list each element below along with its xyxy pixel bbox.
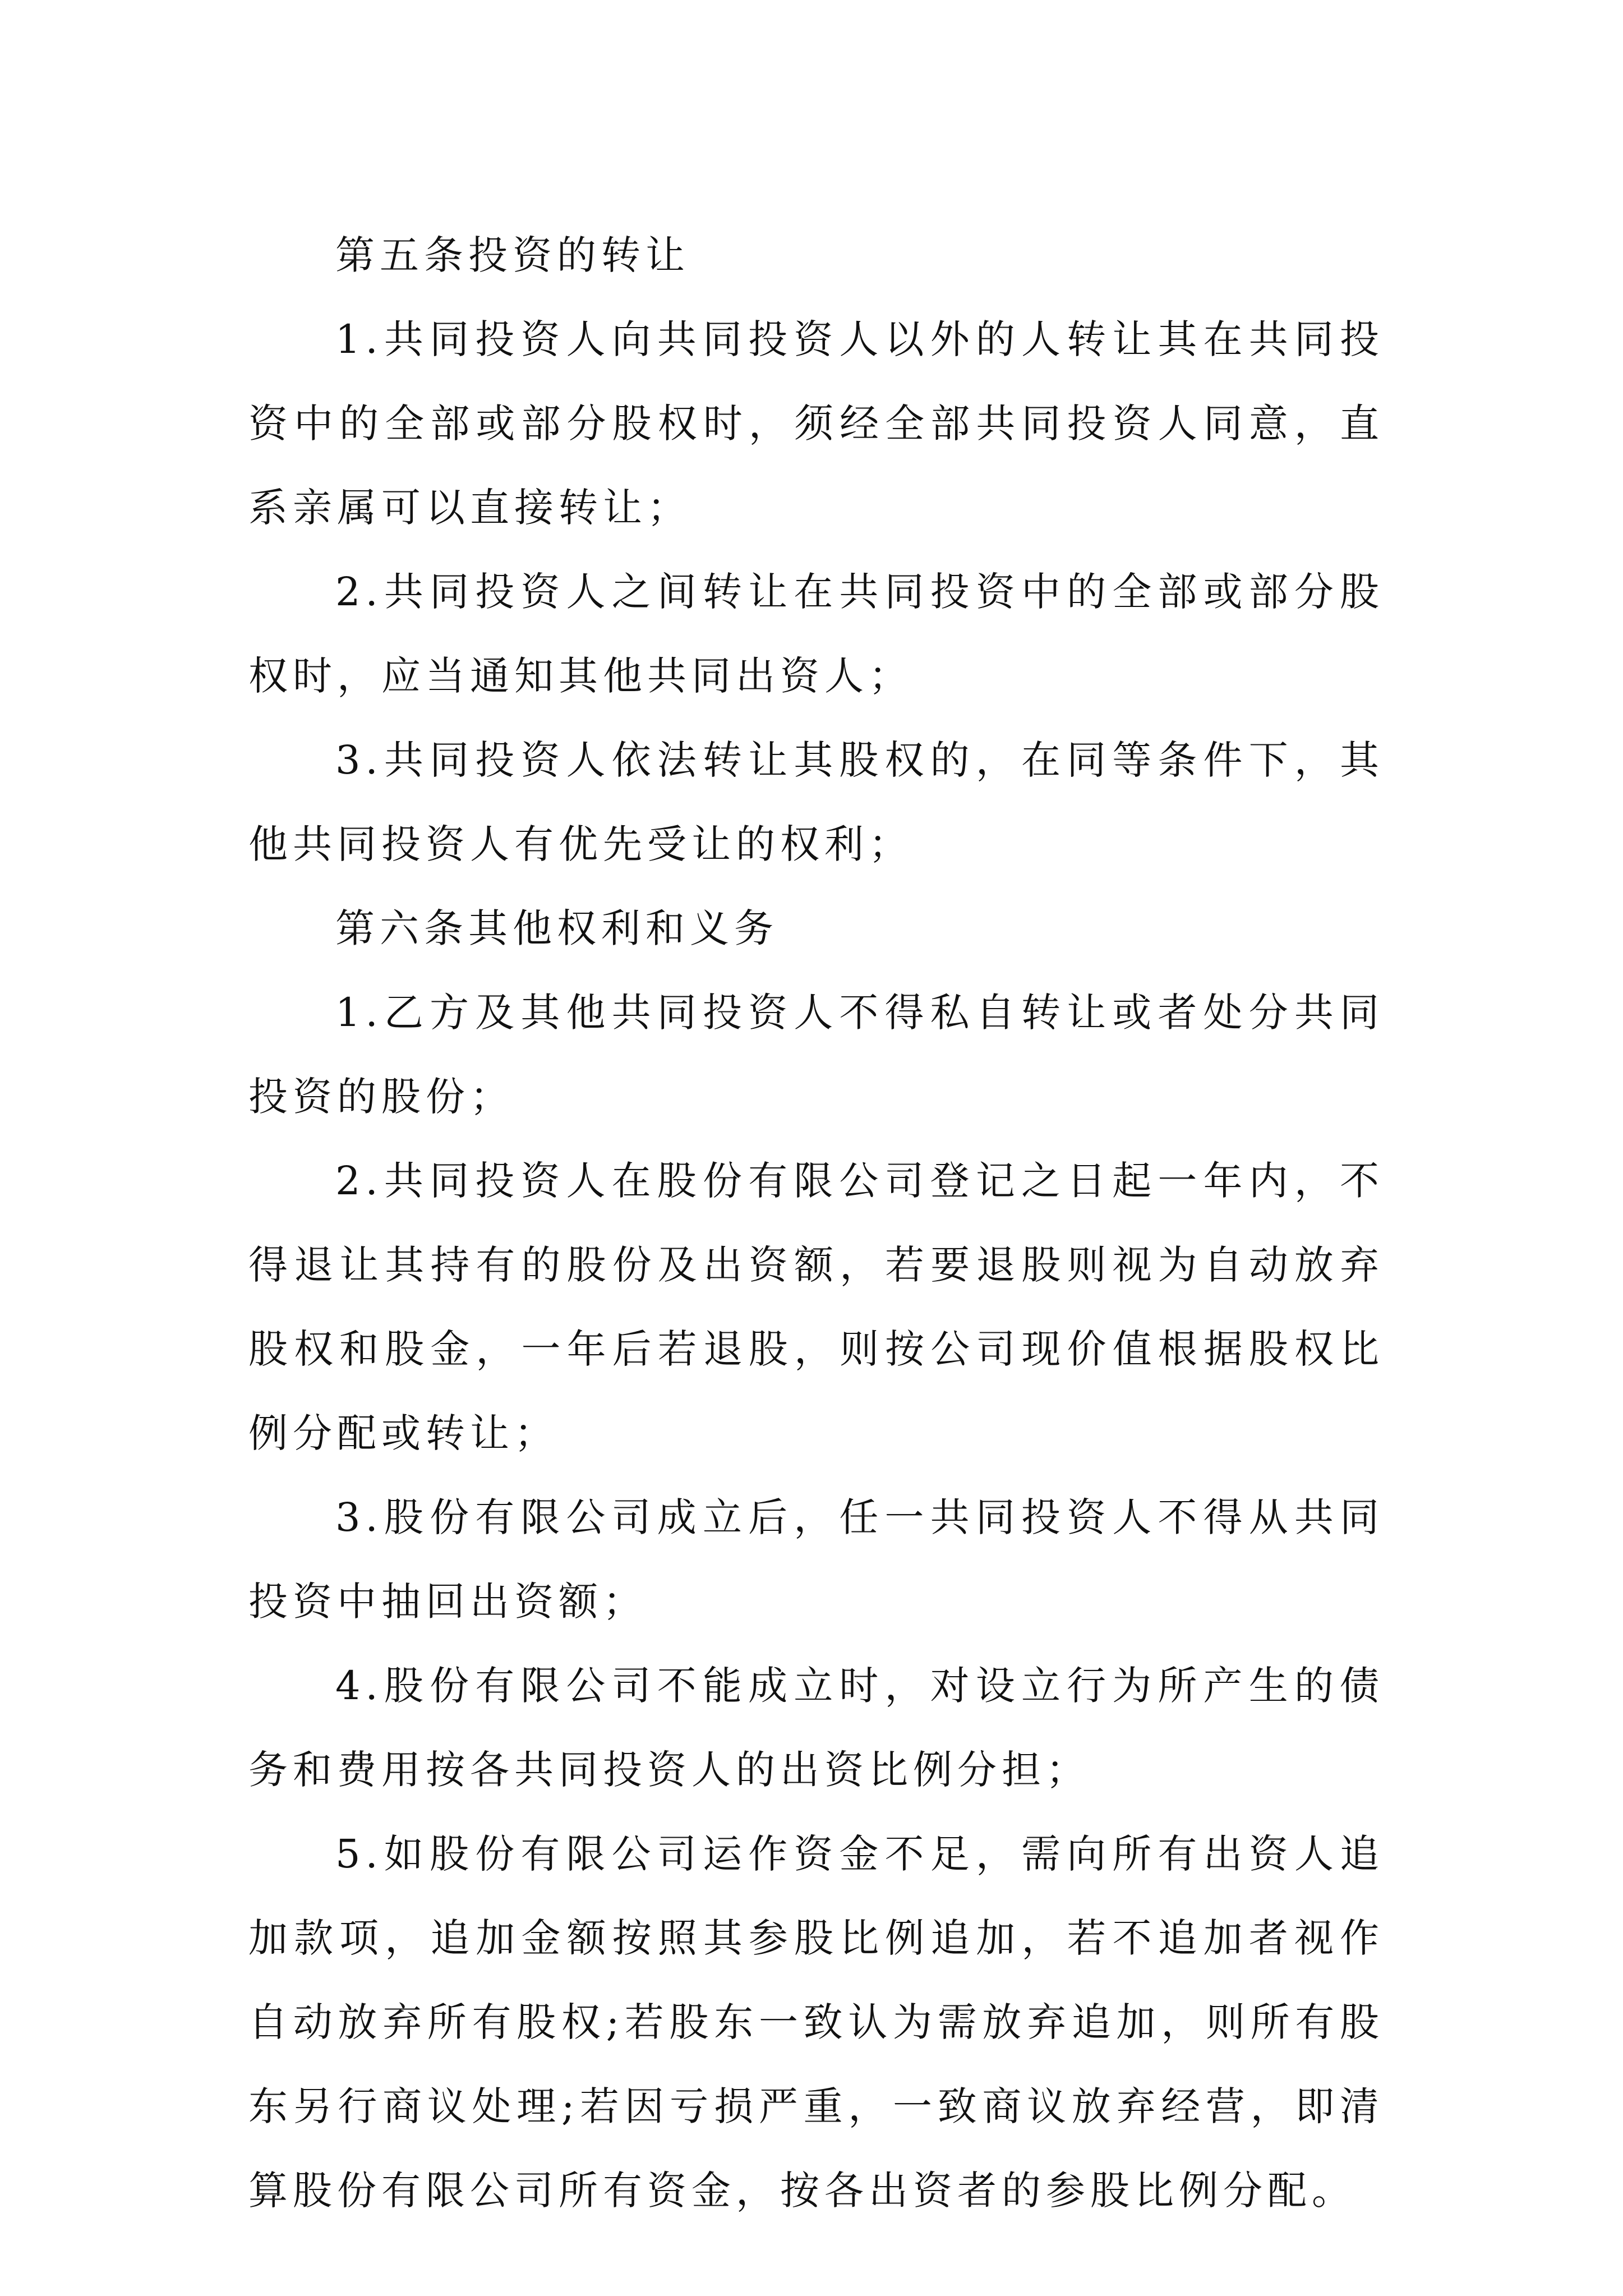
article-six-clause-3: 3.股份有限公司成立后，任一共同投资人不得从共同投资中抽回出资额；	[248, 1494, 1384, 1625]
article-five-clause-3: 3.共同投资人依法转让其股权的，在同等条件下，其他共同投资人有优先受让的权利；	[248, 737, 1384, 867]
article-five-clause-1: 1.共同投资人向共同投资人以外的人转让其在共同投资中的全部或部分股权时，须经全部共同投资人同意，直系亲属可以直接转让；	[248, 316, 1384, 531]
article-six-heading: 第六条其他权利和义务	[335, 905, 778, 951]
article-six-clause-1: 1.乙方及其他共同投资人不得私自转让或者处分共同投资的股份；	[248, 990, 1384, 1120]
article-five-clause-2: 2.共同投资人之间转让在共同投资中的全部或部分股权时，应当通知其他共同出资人；	[248, 569, 1384, 699]
article-six-clause-2: 2.共同投资人在股份有限公司登记之日起一年内，不得退让其持有的股份及出资额，若要退股则视为自动放弃股权和股金，一年后若退股，则按公司现价值根据股权比例分配或转让；	[248, 1158, 1384, 1456]
document-page	[248, 213, 1384, 2233]
article-six-clause-5: 5.如股份有限公司运作资金不足，需向所有出资人追加款项，追加金额按照其参股比例追加，若不追加者视作自动放弃所有股权;若股东一致认为需放弃追加，则所有股东另行商议处理;若因亏损严重，一致商议放弃经营，即清算股份有限公司所有资金，按各出资者的参股比例分配。	[248, 1831, 1384, 2214]
article-five-heading: 第五条投资的转让	[335, 232, 690, 278]
article-six-clause-4: 4.股份有限公司不能成立时，对设立行为所产生的债务和费用按各共同投资人的出资比例分担；	[248, 1663, 1384, 1793]
